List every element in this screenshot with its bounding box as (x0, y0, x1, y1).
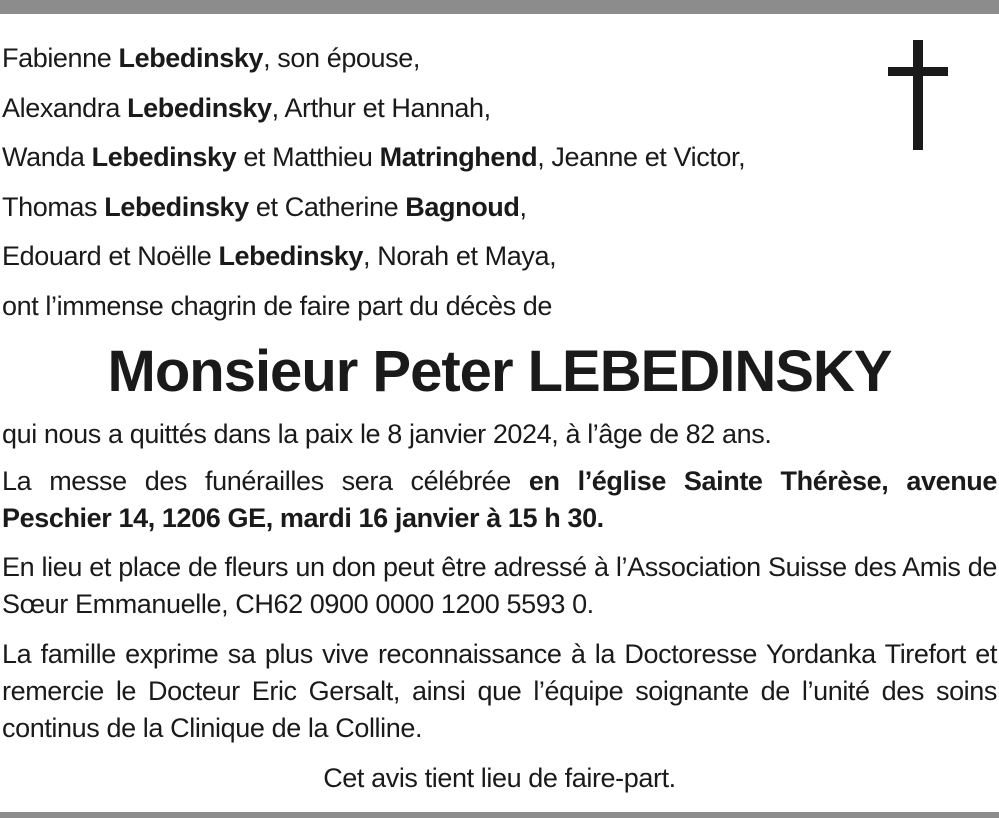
relation-text: , Norah et Maya, (363, 241, 557, 271)
first-name: Wanda (2, 142, 92, 172)
surname: Lebedinsky (127, 92, 272, 123)
first-name: Alexandra (2, 92, 128, 123)
family-line (2, 183, 862, 233)
relation-text: , son épouse, (263, 43, 420, 73)
deceased-name: Monsieur Peter LEBEDINSKY (107, 339, 892, 404)
surname: Lebedinsky (218, 241, 364, 271)
family-list (2, 34, 862, 331)
family-line (2, 232, 862, 282)
relation-text: , (519, 191, 527, 222)
connector-text: et Catherine (248, 191, 406, 222)
surname: Lebedinsky (118, 43, 264, 73)
family-line (2, 133, 862, 183)
relation-text: , Arthur et Hannah, (271, 92, 491, 123)
announcement-text: ont l’immense chagrin de faire part du décès de (2, 290, 553, 321)
funeral-details: en l’église Sainte Thérèse, avenue Peschier 14, 1206 GE, mardi 16 janvier à 15 h 30. (2, 466, 997, 533)
surname: Matringhend (379, 142, 538, 172)
cross-horizontal-bar (888, 67, 948, 76)
passing-paragraph: qui nous a quittés dans la paix le 8 janvier 2024, à l’âge de 82 ans. (2, 419, 772, 449)
funeral-intro: La messe des funérailles sera célébrée (2, 466, 529, 496)
first-name: Fabienne (2, 43, 119, 73)
connector-text: et Matthieu (236, 142, 380, 172)
latin-cross-icon (888, 40, 948, 150)
closing-line: Cet avis tient lieu de faire-part. (323, 763, 676, 793)
first-name: Edouard et Noëlle (2, 241, 219, 271)
announcement-line (2, 282, 862, 332)
top-rule (0, 0, 999, 14)
relation-text: , Jeanne et Victor, (537, 142, 746, 172)
family-line (2, 34, 862, 84)
surname: Lebedinsky (91, 142, 237, 172)
family-line (2, 84, 862, 134)
surname: Lebedinsky (104, 191, 249, 222)
thanks-paragraph: La famille exprime sa plus vive reconnaissance à la Doctoresse Yordanka Tirefort et remercie le Docteur Eric Gersalt, ainsi que l’équipe soignante de l’unité des soins continus de la Clinique de la Colline. (2, 639, 997, 743)
surname: Bagnoud (405, 191, 520, 222)
funeral-paragraph (2, 463, 997, 537)
bottom-rule (0, 812, 999, 818)
donation-paragraph: En lieu et place de fleurs un don peut être adressé à l’Association Suisse des Amis de Sœur Emmanuelle, CH62 0900 0000 1200 5593 0. (2, 552, 997, 619)
cross-vertical-bar (913, 40, 923, 150)
first-name: Thomas (2, 191, 105, 222)
